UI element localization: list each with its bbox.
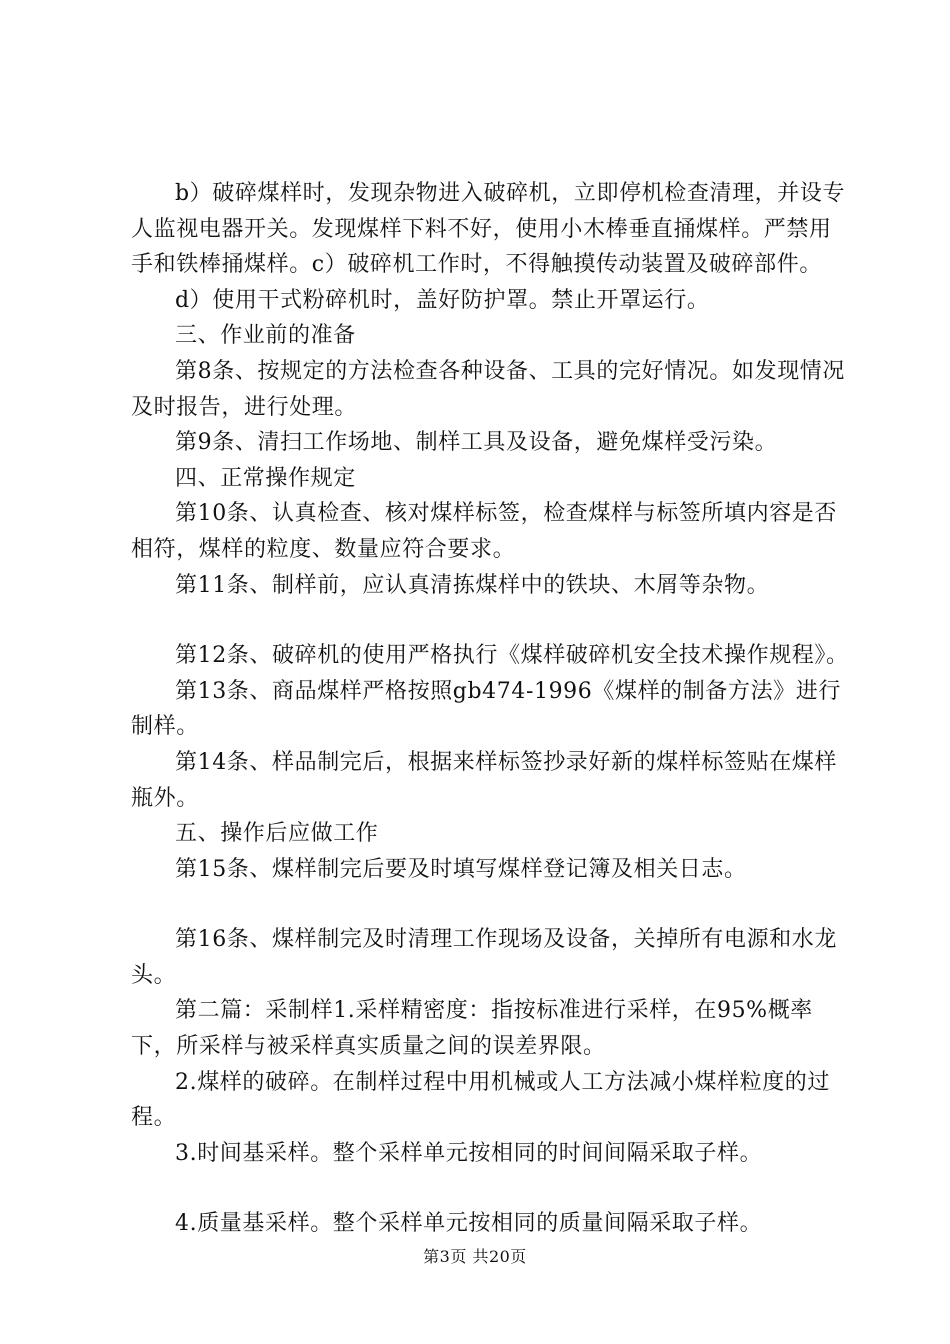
paragraph-article-15: 第15条、煤样制完后要及时填写煤样登记簿及相关日志。 [175, 856, 747, 882]
document-body [131, 176, 851, 1242]
paragraph-article-10: 第10条、认真检查、核对煤样标签，检查煤样与标签所填内容是否相符，煤样的粒度、数量应符合要求。 [131, 501, 837, 562]
paragraph-crusher-safety: b）破碎煤样时，发现杂物进入破碎机，立即停机检查清理，并设专人监视电器开关。发现煤样下料不好，使用小木棒垂直捅煤样。严禁用手和铁棒捅煤样。c）破碎机工作时，不得触摸传动装置及破碎部件。 [131, 181, 846, 278]
paragraph-part-two-precision: 第二篇：采制样1.采样精密度：指按标准进行采样，在95%概率下，所采样与被采样真实质量之间的误差界限。 [131, 998, 813, 1060]
section-heading-after-operation: 五、操作后应做工作 [175, 821, 379, 847]
paragraph-dry-pulverizer: d）使用干式粉碎机时，盖好防护罩。禁止开罩运行。 [175, 287, 710, 313]
section-heading-preparation: 三、作业前的准备 [175, 323, 356, 349]
paragraph-article-14: 第14条、样品制完后，根据来样标签抄录好新的煤样标签贴在煤样瓶外。 [131, 749, 837, 811]
paragraph-crushing-definition: 2.煤样的破碎。在制样过程中用机械或人工方法减小煤样粒度的过程。 [131, 1069, 830, 1131]
paragraph-time-based-sampling: 3.时间基采样。整个采样单元按相同的时间间隔采取子样。 [175, 1140, 763, 1166]
paragraph-article-11: 第11条、制样前，应认真清拣煤样中的铁块、木屑等杂物。 [175, 572, 770, 598]
paragraph-article-13: 第13条、商品煤样严格按照gb474-1996《煤样的制备方法》进行制样。 [131, 678, 841, 740]
paragraph-article-16: 第16条、煤样制完及时清理工作现场及设备，关掉所有电源和水龙头。 [131, 927, 837, 988]
paragraph-article-9: 第9条、清扫工作场地、制样工具及设备，避免煤样受污染。 [175, 430, 778, 456]
section-heading-normal-operation: 四、正常操作规定 [175, 465, 356, 491]
paragraph-mass-based-sampling: 4.质量基采样。整个采样单元按相同的质量间隔采取子样。 [175, 1211, 763, 1237]
paragraph-article-12: 第12条、破碎机的使用严格执行《煤样破碎机安全技术操作规程》。 [175, 643, 849, 669]
page-number-footer: 第3页 共20页 [423, 1247, 527, 1266]
paragraph-article-8: 第8条、按规定的方法检查各种设备、工具的完好情况。如发现情况及时报告，进行处理。 [131, 358, 845, 420]
